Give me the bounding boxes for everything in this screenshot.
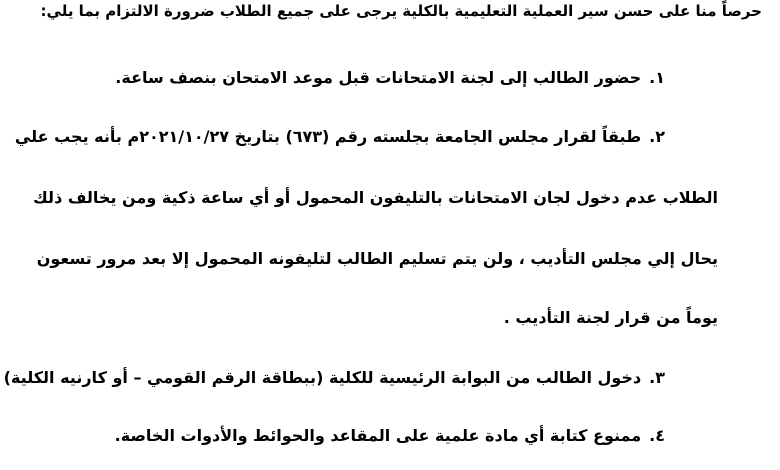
rule-text-2-line-3: يحال إلي مجلس التأديب ، ولن يتم تسليم الطالب لتليفونه المحمول إلا بعد مرور تسعون [36,249,718,268]
rule-text-2-line-1: طبقاً لقرار مجلس الجامعة بجلسته رقم (٦٧٣) بتاريخ ٢٠٢١/١٠/٢٧م بأنه يجب علي [14,127,642,146]
rule-item-2 [15,126,665,148]
rule-number-2: ٢. [649,127,665,146]
rule-item-4 [115,425,665,447]
rule-number-3: ٣. [649,368,665,387]
rule-text-1: حضور الطالب إلى لجنة الامتحانات قبل موعد الامتحان بنصف ساعة. [115,68,642,87]
rule-text-2-line-4: يوماً من قرار لجنة التأديب . [503,308,718,327]
rule-text-4: ممنوع كتابة أي مادة علمية على المقاعد والحوائط والأدوات الخاصة. [114,426,642,445]
rule-text-3: دخول الطالب من البوابة الرئيسية للكلية (ببطاقة الرقم القومي – أو كارنيه الكلية) [3,368,642,387]
rule-item-3 [4,367,665,389]
rule-item-1 [115,67,665,89]
rule-number-1: ١. [649,68,665,87]
intro-text: حرصاً منا على حسن سير العملية التعليمية بالكلية يرجى على جميع الطلاب ضرورة الالتزام بما يلي: [40,2,762,20]
rule-number-4: ٤. [649,426,665,445]
rule-text-2-line-2: الطلاب عدم دخول لجان الامتحانات بالتليفون المحمول أو أي ساعة ذكية ومن يخالف ذلك [33,188,718,207]
